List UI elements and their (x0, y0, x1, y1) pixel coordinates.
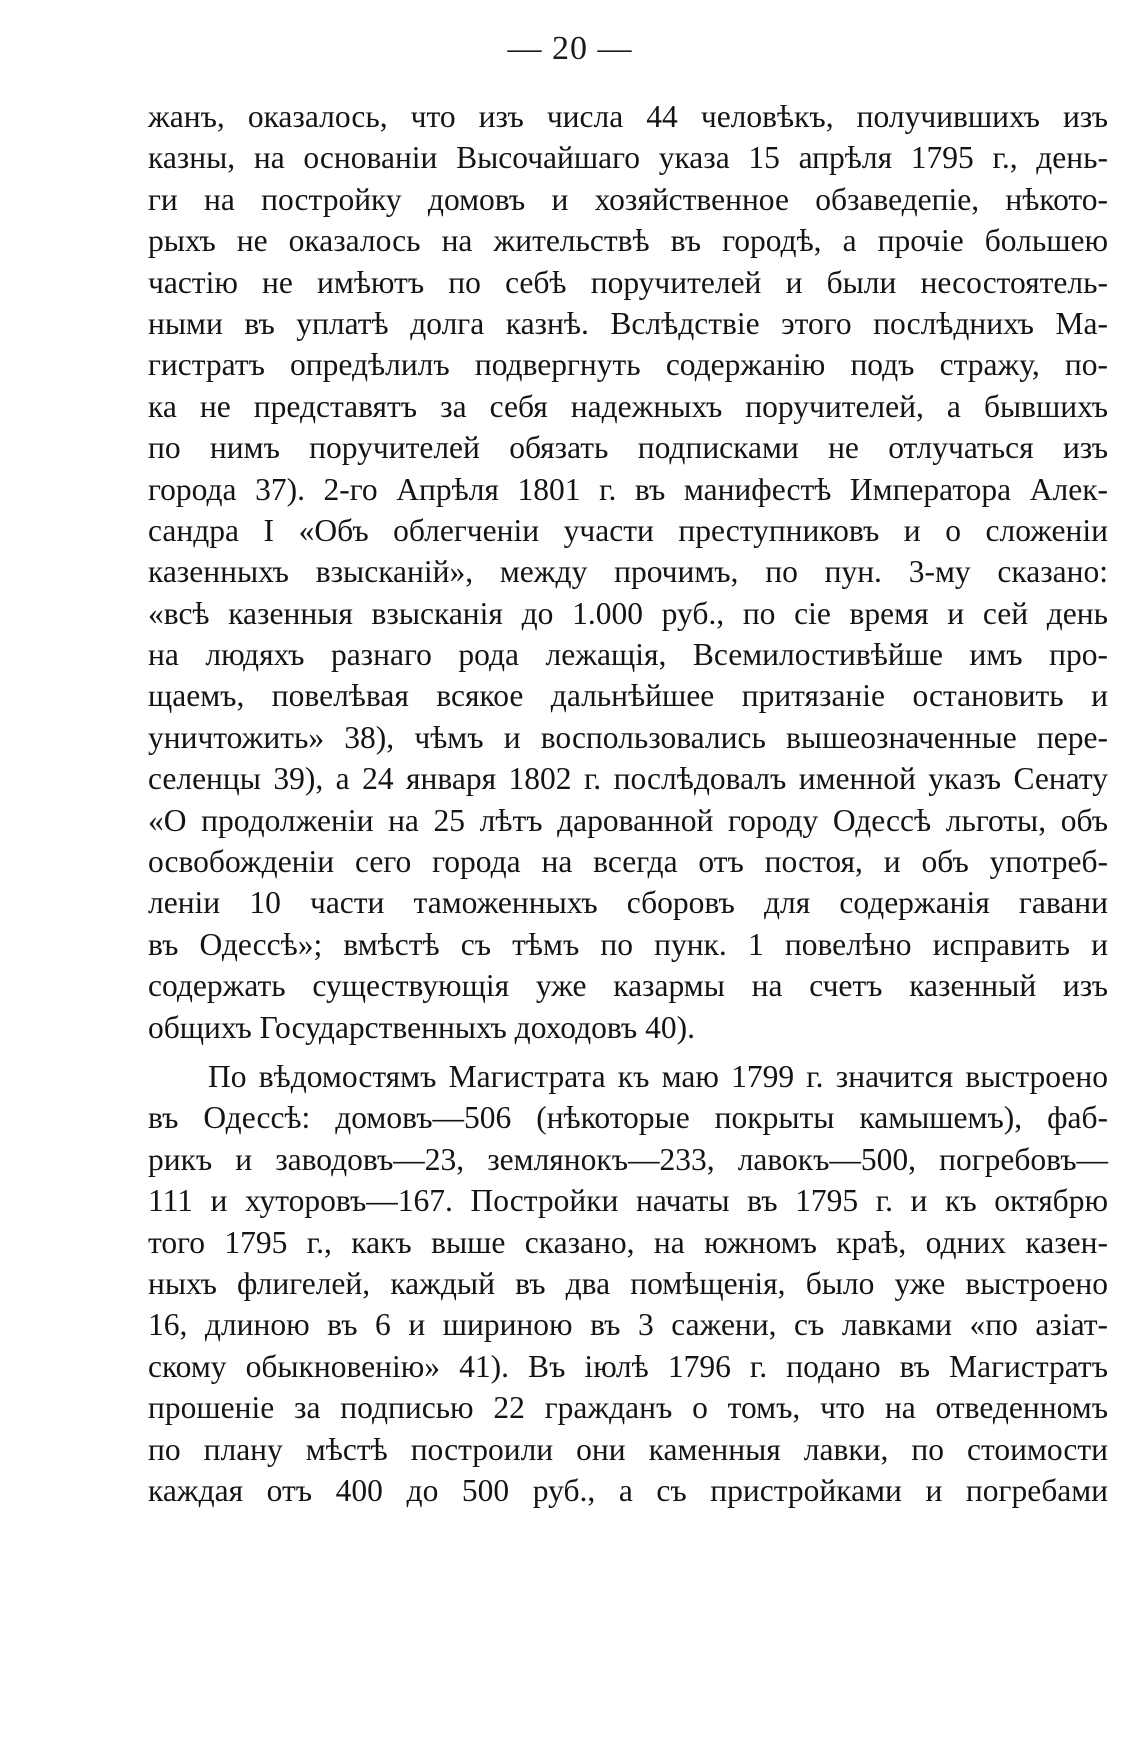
text-line: жанъ, оказалось, что изъ числа 44 человѣкъ, получившихъ изъ (148, 99, 1108, 134)
paragraph-2 (148, 1056, 1108, 1511)
text-line: въ Одессѣ: домовъ—506 (нѣкоторые покрыты камышемъ), фаб- (148, 1100, 1108, 1136)
text-line: по нимъ поручителей обязать подписками не отлучаться изъ (148, 430, 1108, 466)
text-line: рикъ и заводовъ—23, землянокъ—233, лавокъ—500, погребовъ— (148, 1141, 1108, 1177)
text-line: 111 и хуторовъ—167. Постройки начаты въ 1795 г. и къ октябрю (148, 1183, 1108, 1219)
text-line: казенныхъ взысканій», между прочимъ, по пун. 3-му сказано: (148, 554, 1108, 590)
text-line: рыхъ не оказалось на жительствѣ въ городѣ, а прочіе большею (148, 223, 1108, 259)
paragraph-1 (148, 96, 1108, 1048)
text-line: ги на постройку домовъ и хозяйственное обзаведепіе, нѣкото- (148, 181, 1108, 217)
text-line: въ Одессѣ»; вмѣстѣ съ тѣмъ по пунк. 1 повелѣно исправить и (148, 926, 1108, 962)
text-line: селенцы 39), а 24 января 1802 г. послѣдовалъ именной указъ Сенату (148, 761, 1108, 797)
text-line: уничтожить» 38), чѣмъ и воспользовались вышеозначенные пере- (148, 719, 1108, 755)
paragraph-gap (148, 1048, 1108, 1056)
text-line: леніи 10 части таможенныхъ сборовъ для содержанія гавани (148, 885, 1108, 921)
text-line: на людяхъ разнаго рода лежащія, Всемилостивѣйше имъ про- (148, 637, 1108, 673)
text-line: По вѣдомостямъ Магистрата къ маю 1799 г. значится выстроено (208, 1058, 1108, 1094)
text-line: ка не представятъ за себя надежныхъ поручителей, а бывшихъ (148, 388, 1108, 424)
text-line: каждая отъ 400 до 500 руб., а съ пристройками и погребами (148, 1472, 1108, 1508)
text-line: освобожденіи сего города на всегда отъ постоя, и объ употреб- (148, 844, 1108, 880)
text-line: скому обыкновенію» 41). Въ іюлѣ 1796 г. подано въ Магистратъ (148, 1348, 1108, 1384)
text-line: ныхъ флигелей, каждый въ два помѣщенія, было уже выстроено (148, 1265, 1108, 1301)
text-line: по плану мѣстѣ построили они каменныя лавки, по стоимости (148, 1431, 1108, 1467)
text-line: гистратъ опредѣлилъ подвергнуть содержанію подъ стражу, по- (148, 347, 1108, 383)
text-line: ными въ уплатѣ долга казнѣ. Вслѣдствіе этого послѣднихъ Ма- (148, 305, 1108, 341)
text-line: прошеніе за подписью 22 гражданъ о томъ, что на отведенномъ (148, 1390, 1108, 1426)
text-line: щаемъ, повелѣвая всякое дальнѣйшее притязаніе остановить и (148, 678, 1108, 714)
text-line: содержать существующія уже казармы на счетъ казенный изъ (148, 968, 1108, 1004)
text-line: сандра I «Объ облегченіи участи преступниковъ и о сложеніи (148, 512, 1108, 548)
page-number: — 20 — (507, 30, 633, 67)
body-text (148, 96, 1108, 1511)
text-line: казны, на основаніи Высочайшаго указа 15 апрѣля 1795 г., день- (148, 140, 1108, 176)
text-line: частію не имѣютъ по себѣ поручителей и были несостоятель- (148, 264, 1108, 300)
text-line: «всѣ казенныя взысканія до 1.000 руб., по сіе время и сей день (148, 595, 1108, 631)
text-line: общихъ Государственныхъ доходовъ 40). (148, 1009, 695, 1045)
text-line: «О продолженіи на 25 лѣтъ дарованной городу Одессѣ льготы, объ (148, 802, 1108, 838)
text-line: 16, длиною въ 6 и шириною въ 3 сажени, съ лавками «по азіат- (148, 1307, 1108, 1343)
text-line: города 37). 2-го Апрѣля 1801 г. въ манифестѣ Императора Алек- (148, 471, 1108, 507)
text-line: того 1795 г., какъ выше сказано, на южномъ краѣ, одних казен- (148, 1224, 1108, 1260)
